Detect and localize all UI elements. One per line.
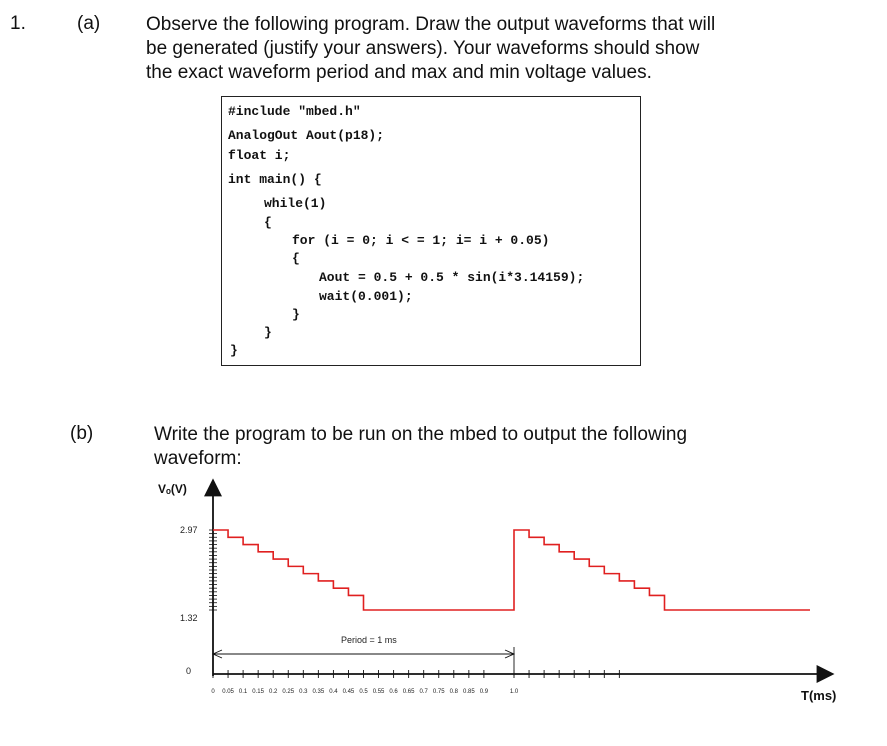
x-tick-label: 0.15 [252, 689, 264, 695]
part-a-line: the exact waveform period and max and min voltage values. [146, 62, 652, 83]
x-tick-label: 0.7 [419, 689, 428, 695]
code-line: Aout = 0.5 + 0.5 * sin(i*3.14159); [319, 270, 585, 285]
x-tick-label: 0.25 [282, 689, 295, 695]
x-tick-label: 0.55 [372, 689, 385, 695]
y-tick-label: 0 [186, 666, 192, 676]
x-tick-label: 0.65 [402, 689, 415, 695]
x-tick-label: 0 [211, 689, 215, 695]
x-tick-label: 0.35 [312, 689, 325, 695]
x-tick-label: 0.4 [329, 689, 338, 695]
part-a-line: be generated (justify your answers). Your waveforms should show [146, 38, 700, 59]
period-annotation: Period = 1 ms [341, 635, 397, 645]
x-tick-label: 0.8 [449, 689, 458, 695]
y-axis-label: Vₒ(V) [158, 482, 187, 496]
code-line: float i; [228, 148, 291, 163]
x-tick-label: 0.05 [222, 689, 234, 695]
code-line: } [230, 343, 238, 358]
code-line: for (i = 0; i < = 1; i= i + 0.05) [292, 233, 550, 248]
code-line: } [292, 307, 300, 322]
x-tick-label: 0.45 [342, 689, 355, 695]
code-line: } [264, 325, 272, 340]
part-a-label: (a) [77, 13, 101, 34]
code-line: while(1) [264, 196, 327, 211]
x-axis-label: T(ms) [801, 688, 837, 703]
x-tick-label: 0.9 [479, 689, 489, 695]
part-b-line: Write the program to be run on the mbed to output the following [154, 424, 688, 445]
x-axis-tick-labels [211, 689, 519, 695]
part-a-line: Observe the following program. Draw the output waveforms that will [146, 14, 716, 35]
part-b-line: waveform: [154, 448, 242, 469]
code-line: int main() { [228, 172, 322, 187]
part-b-label: (b) [70, 423, 94, 444]
x-tick-label: 1.0 [509, 689, 519, 695]
x-tick-label: 0.1 [238, 689, 248, 695]
x-tick-label: 0.2 [269, 689, 278, 695]
x-tick-label: 0.5 [359, 689, 368, 695]
code-line: { [292, 251, 300, 266]
waveform-line [213, 530, 810, 610]
code-line: { [264, 215, 272, 230]
x-tick-label: 0.75 [432, 689, 445, 695]
code-line: AnalogOut Aout(p18); [228, 128, 385, 143]
x-tick-label: 0.6 [389, 689, 398, 695]
x-tick-label: 0.85 [463, 689, 475, 695]
question-number: 1. [10, 13, 26, 34]
code-line: #include "mbed.h" [228, 104, 361, 119]
y-tick-label: 1.32 [180, 613, 198, 623]
y-tick-label: 2.97 [180, 525, 198, 535]
x-tick-label: 0.3 [299, 689, 308, 695]
code-line: wait(0.001); [319, 289, 413, 304]
